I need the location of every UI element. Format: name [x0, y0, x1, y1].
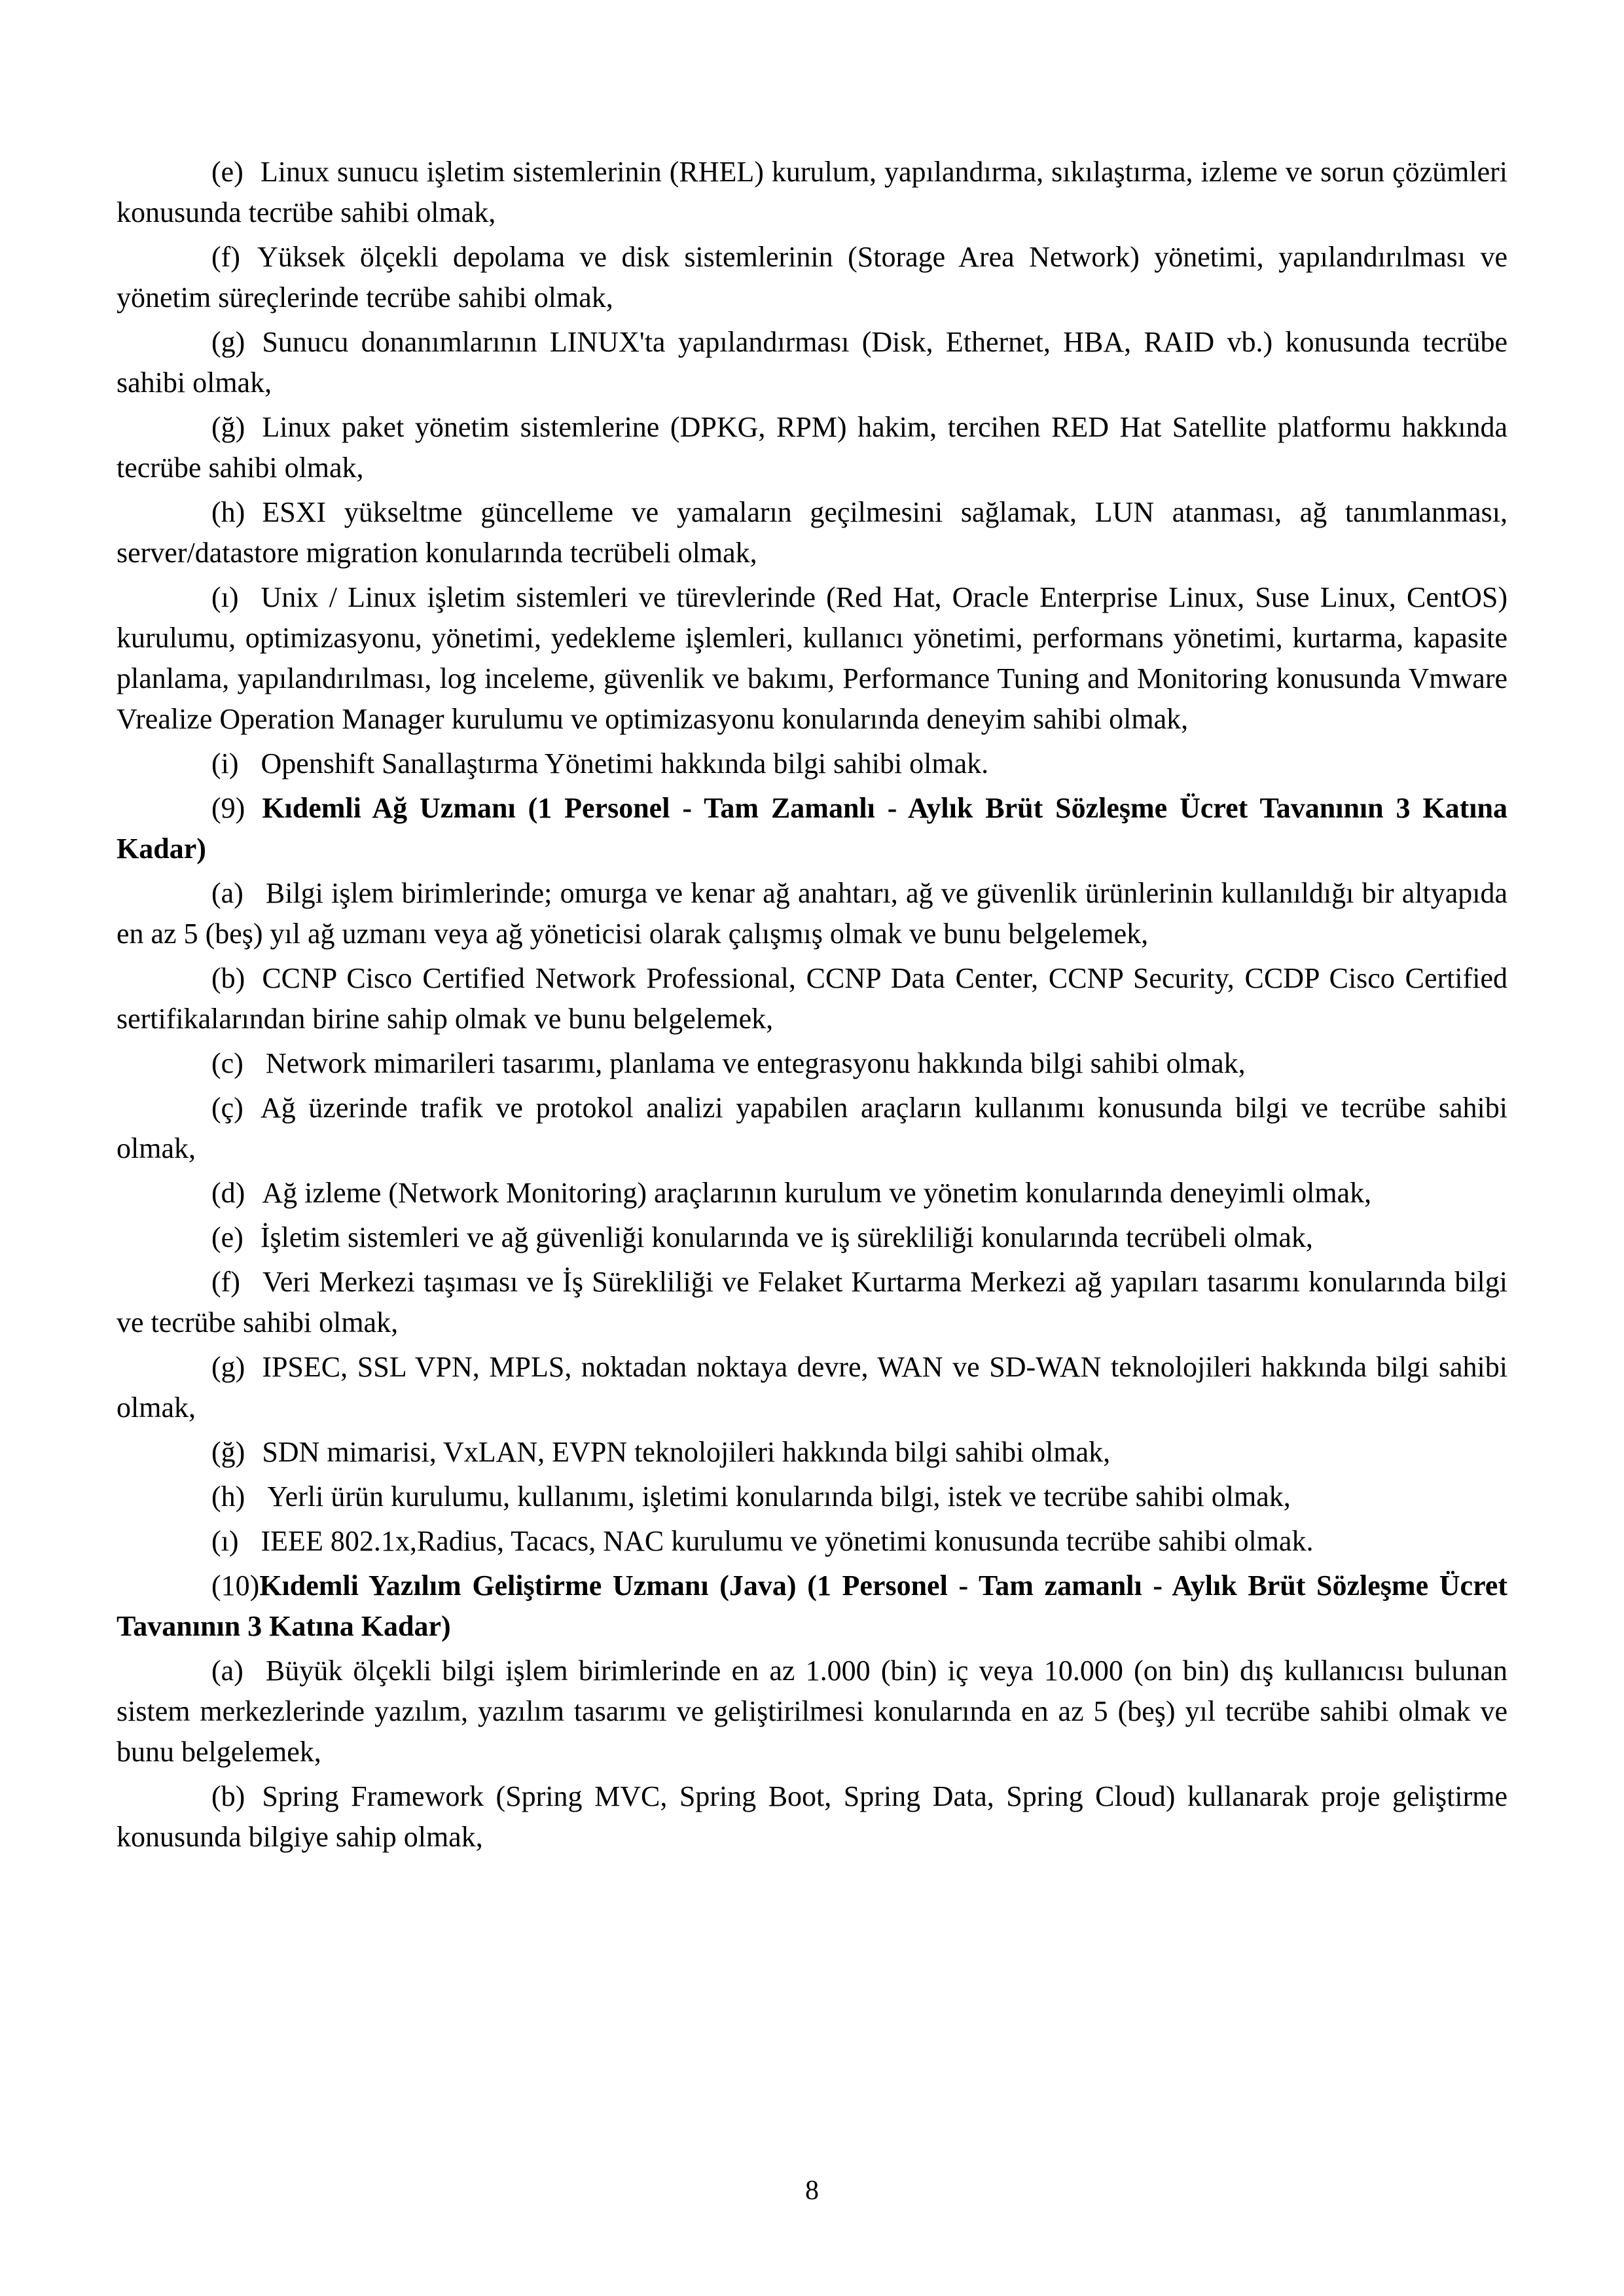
item-text: Ağ üzerinde trafik ve protokol analizi yapabilen araçların kullanımı konusunda bilgi ve tecrübe sahibi olmak, — [117, 1092, 1507, 1164]
item-text: Veri Merkezi taşıması ve İş Sürekliliği ve Felaket Kurtarma Merkezi ağ yapıları tasarımı konularında bilgi ve tecrübe sahibi olmak, — [117, 1266, 1507, 1338]
item-text: CCNP Cisco Certified Network Professional, CCNP Data Center, CCNP Security, CCDP Cisco Certified sertifikalarından birine sahip olmak ve bunu belgelemek, — [117, 962, 1507, 1035]
list-item-paragraph — [117, 407, 1507, 488]
list-item-paragraph — [117, 492, 1507, 573]
page-content — [117, 152, 1507, 1861]
heading-number: (9) — [211, 792, 245, 824]
item-marker: (i) — [211, 747, 239, 780]
list-item-paragraph — [117, 1432, 1507, 1473]
item-marker: (c) — [211, 1047, 244, 1079]
item-marker: (e) — [211, 156, 244, 188]
list-item-paragraph — [117, 1088, 1507, 1169]
item-marker: (f) — [211, 241, 240, 273]
item-text: Yerli ürün kurulumu, kullanımı, işletimi konularında bilgi, istek ve tecrübe sahibi olmak, — [267, 1480, 1291, 1513]
item-text: IPSEC, SSL VPN, MPLS, noktadan noktaya devre, WAN ve SD-WAN teknolojileri hakkında bilgi sahibi olmak, — [117, 1351, 1507, 1424]
item-marker: (ğ) — [211, 1436, 245, 1468]
heading-text: Kıdemli Yazılım Geliştirme Uzmanı (Java) (1 Personel - Tam zamanlı - Aylık Brüt Sözleşme Ücret Tavanının 3 Katına Kadar) — [117, 1570, 1507, 1642]
list-item-paragraph — [117, 958, 1507, 1039]
list-item-paragraph — [117, 152, 1507, 233]
item-text: Bilgi işlem birimlerinde; omurga ve kenar ağ anahtarı, ağ ve güvenlik ürünlerinin kullanıldığı bir altyapıda en az 5 (beş) yıl ağ uzmanı veya ağ yöneticisi olarak çalışmış olmak ve bunu belgelemek, — [117, 877, 1507, 950]
item-marker: (b) — [211, 962, 245, 994]
list-item-paragraph — [117, 577, 1507, 740]
item-marker: (ı) — [211, 581, 239, 613]
list-item-paragraph — [117, 322, 1507, 403]
item-text: Linux paket yönetim sistemlerine (DPKG, RPM) hakim, tercihen RED Hat Satellite platformu hakkında tecrübe sahibi olmak, — [117, 411, 1507, 484]
item-marker: (f) — [211, 1266, 240, 1298]
item-marker: (h) — [211, 496, 245, 528]
list-item-paragraph — [117, 1217, 1507, 1258]
item-text: İşletim sistemleri ve ağ güvenliği konularında ve iş sürekliliği konularında tecrübeli olmak, — [260, 1221, 1313, 1253]
item-marker: (ç) — [211, 1092, 244, 1124]
item-text: IEEE 802.1x,Radius, Tacacs, NAC kurulumu ve yönetimi konusunda tecrübe sahibi olmak. — [261, 1525, 1314, 1557]
item-text: Unix / Linux işletim sistemleri ve türevlerinde (Red Hat, Oracle Enterprise Linux, Suse Linux, CentOS) kurulumu, optimizasyonu, yönetimi, yedekleme işlemleri, kullanıcı yönetimi, performans yönetimi, kurtarma, kapasite planlama, yapılandırılması, log inceleme, güvenlik ve bakımı, Performance Tuning and Monitoring konusunda Vmware Vrealize Operation Manager kurulumu ve optimizasyonu konularında deneyim sahibi olmak, — [117, 581, 1507, 735]
item-text: SDN mimarisi, VxLAN, EVPN teknolojileri hakkında bilgi sahibi olmak, — [262, 1436, 1111, 1468]
page-footer — [0, 2174, 1624, 2207]
item-text: Büyük ölçekli bilgi işlem birimlerinde en az 1.000 (bin) iç veya 10.000 (on bin) dış kullanıcısı bulunan sistem merkezlerinde yazılım, yazılım tasarımı ve geliştirilmesi konularında en az 5 (beş) yıl tecrübe sahibi olmak ve bunu belgelemek, — [117, 1655, 1507, 1768]
list-item-paragraph — [117, 873, 1507, 954]
list-item-paragraph — [117, 1347, 1507, 1428]
item-text: Sunucu donanımlarının LINUX'ta yapılandırması (Disk, Ethernet, HBA, RAID vb.) konusunda tecrübe sahibi olmak, — [117, 326, 1507, 399]
list-item-paragraph — [117, 1776, 1507, 1857]
item-marker: (g) — [211, 1351, 245, 1383]
item-text: ESXI yükseltme güncelleme ve yamaların geçilmesini sağlamak, LUN atanması, ağ tanımlanması, server/datastore migration konularında tecrübeli olmak, — [117, 496, 1507, 569]
item-text: Linux sunucu işletim sistemlerinin (RHEL) kurulum, yapılandırma, sıkılaştırma, izleme ve sorun çözümleri konusunda tecrübe sahibi olmak, — [117, 156, 1507, 228]
item-text: Openshift Sanallaştırma Yönetimi hakkında bilgi sahibi olmak. — [261, 747, 989, 780]
item-marker: (e) — [211, 1221, 244, 1253]
item-marker: (a) — [211, 877, 244, 909]
section-heading — [117, 1566, 1507, 1647]
list-item-paragraph — [117, 1521, 1507, 1562]
heading-text: Kıdemli Ağ Uzmanı (1 Personel - Tam Zamanlı - Aylık Brüt Sözleşme Ücret Tavanının 3 Katına Kadar) — [117, 792, 1507, 865]
list-item-paragraph — [117, 1173, 1507, 1213]
list-item-paragraph — [117, 1262, 1507, 1343]
list-item-paragraph — [117, 1651, 1507, 1772]
item-marker: (d) — [211, 1177, 245, 1209]
item-marker: (h) — [211, 1480, 245, 1513]
heading-number: (10) — [211, 1570, 260, 1602]
item-marker: (ğ) — [211, 411, 245, 443]
list-item-paragraph — [117, 744, 1507, 784]
page-number: 8 — [805, 2176, 819, 2206]
item-marker: (b) — [211, 1780, 245, 1812]
item-text: Ağ izleme (Network Monitoring) araçlarının kurulum ve yönetim konularında deneyimli olmak, — [262, 1177, 1372, 1209]
item-marker: (ı) — [211, 1525, 239, 1557]
item-marker: (a) — [211, 1655, 244, 1687]
list-item-paragraph — [117, 1043, 1507, 1084]
list-item-paragraph — [117, 237, 1507, 318]
section-heading — [117, 788, 1507, 869]
item-text: Spring Framework (Spring MVC, Spring Boot, Spring Data, Spring Cloud) kullanarak proje geliştirme konusunda bilgiye sahip olmak, — [117, 1780, 1507, 1853]
item-marker: (g) — [211, 326, 245, 358]
item-text: Yüksek ölçekli depolama ve disk sistemlerinin (Storage Area Network) yönetimi, yapılandırılması ve yönetim süreçlerinde tecrübe sahibi olmak, — [117, 241, 1507, 314]
list-item-paragraph — [117, 1477, 1507, 1517]
item-text: Network mimarileri tasarımı, planlama ve entegrasyonu hakkında bilgi sahibi olmak, — [265, 1047, 1246, 1079]
